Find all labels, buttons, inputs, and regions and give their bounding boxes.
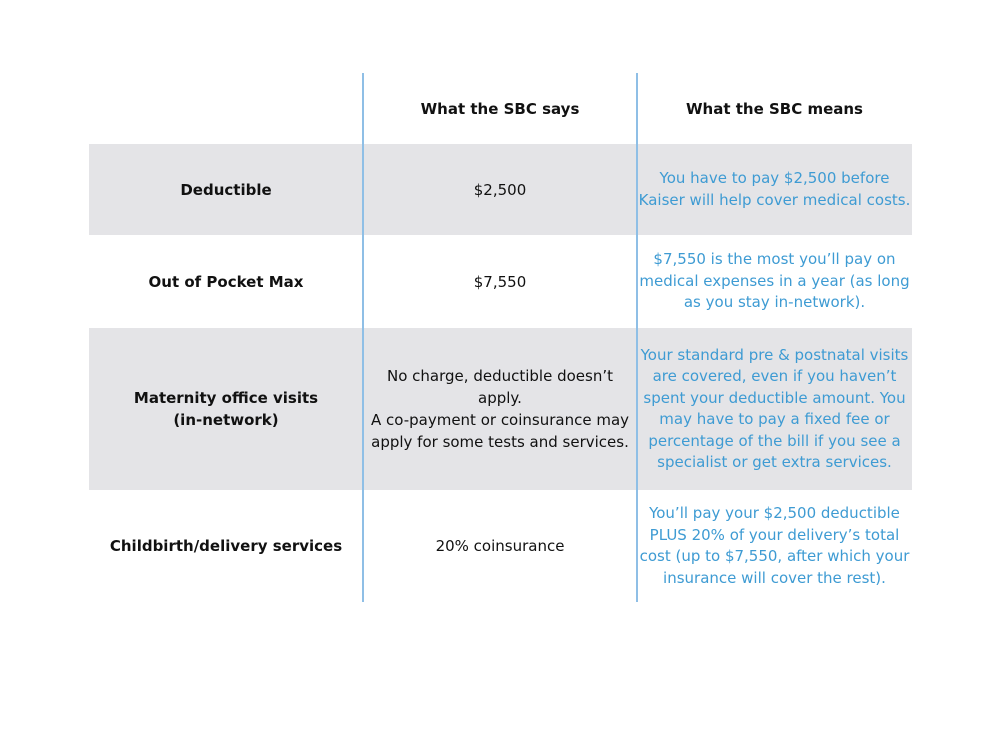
row-label-cell <box>89 328 363 490</box>
row-says-cell <box>363 328 637 490</box>
row-means-cell <box>637 235 912 328</box>
row-says-value: No charge, deductible doesn’t apply. A co-payment or coinsurance may apply for some tests and services. <box>370 367 630 451</box>
header-means-cell <box>637 73 912 144</box>
row-label-cell <box>89 490 363 602</box>
row-says-cell <box>363 144 637 235</box>
header-what-sbc-says: What the SBC says <box>420 99 580 118</box>
row-says-cell <box>363 490 637 602</box>
row-means-cell <box>637 490 912 602</box>
table-row-deductible <box>89 144 912 235</box>
row-says-value: 20% coinsurance <box>435 537 565 555</box>
row-label: Maternity office visits (in-network) <box>133 389 319 429</box>
table-row-childbirth-delivery <box>89 490 912 602</box>
sbc-comparison-table <box>89 73 912 602</box>
row-means-cell <box>637 144 912 235</box>
row-means-text: You have to pay $2,500 before Kaiser will help cover medical costs. <box>638 169 911 209</box>
row-means-text: $7,550 is the most you’ll pay on medical expenses in a year (as long as you stay in-network). <box>639 250 910 312</box>
row-label-cell <box>89 144 363 235</box>
row-means-cell <box>637 328 912 490</box>
table-header-row <box>89 73 912 144</box>
row-label: Out of Pocket Max <box>148 272 304 291</box>
row-label: Deductible <box>180 180 272 199</box>
column-divider-right <box>636 73 638 602</box>
row-means-text: You’ll pay your $2,500 deductible PLUS 20% of your delivery’s total cost (up to $7,550, after which your insurance will cover the rest). <box>639 504 910 587</box>
header-says-cell <box>363 73 637 144</box>
row-says-cell <box>363 235 637 328</box>
row-says-value: $7,550 <box>473 272 527 291</box>
column-divider-left <box>362 73 364 602</box>
table-row-maternity-visits <box>89 328 912 490</box>
header-what-sbc-means: What the SBC means <box>686 99 863 118</box>
row-means-text: Your standard pre & postnatal visits are covered, even if you haven’t spent your deductible amount. You may have to pay a fixed fee or percentage of the bill if you see a specialist or get extra services. <box>640 345 909 471</box>
row-label: Childbirth/delivery services <box>109 537 343 555</box>
header-empty-cell <box>89 73 363 144</box>
row-says-value: $2,500 <box>473 180 527 199</box>
table-row-out-of-pocket-max <box>89 235 912 328</box>
row-label-cell <box>89 235 363 328</box>
